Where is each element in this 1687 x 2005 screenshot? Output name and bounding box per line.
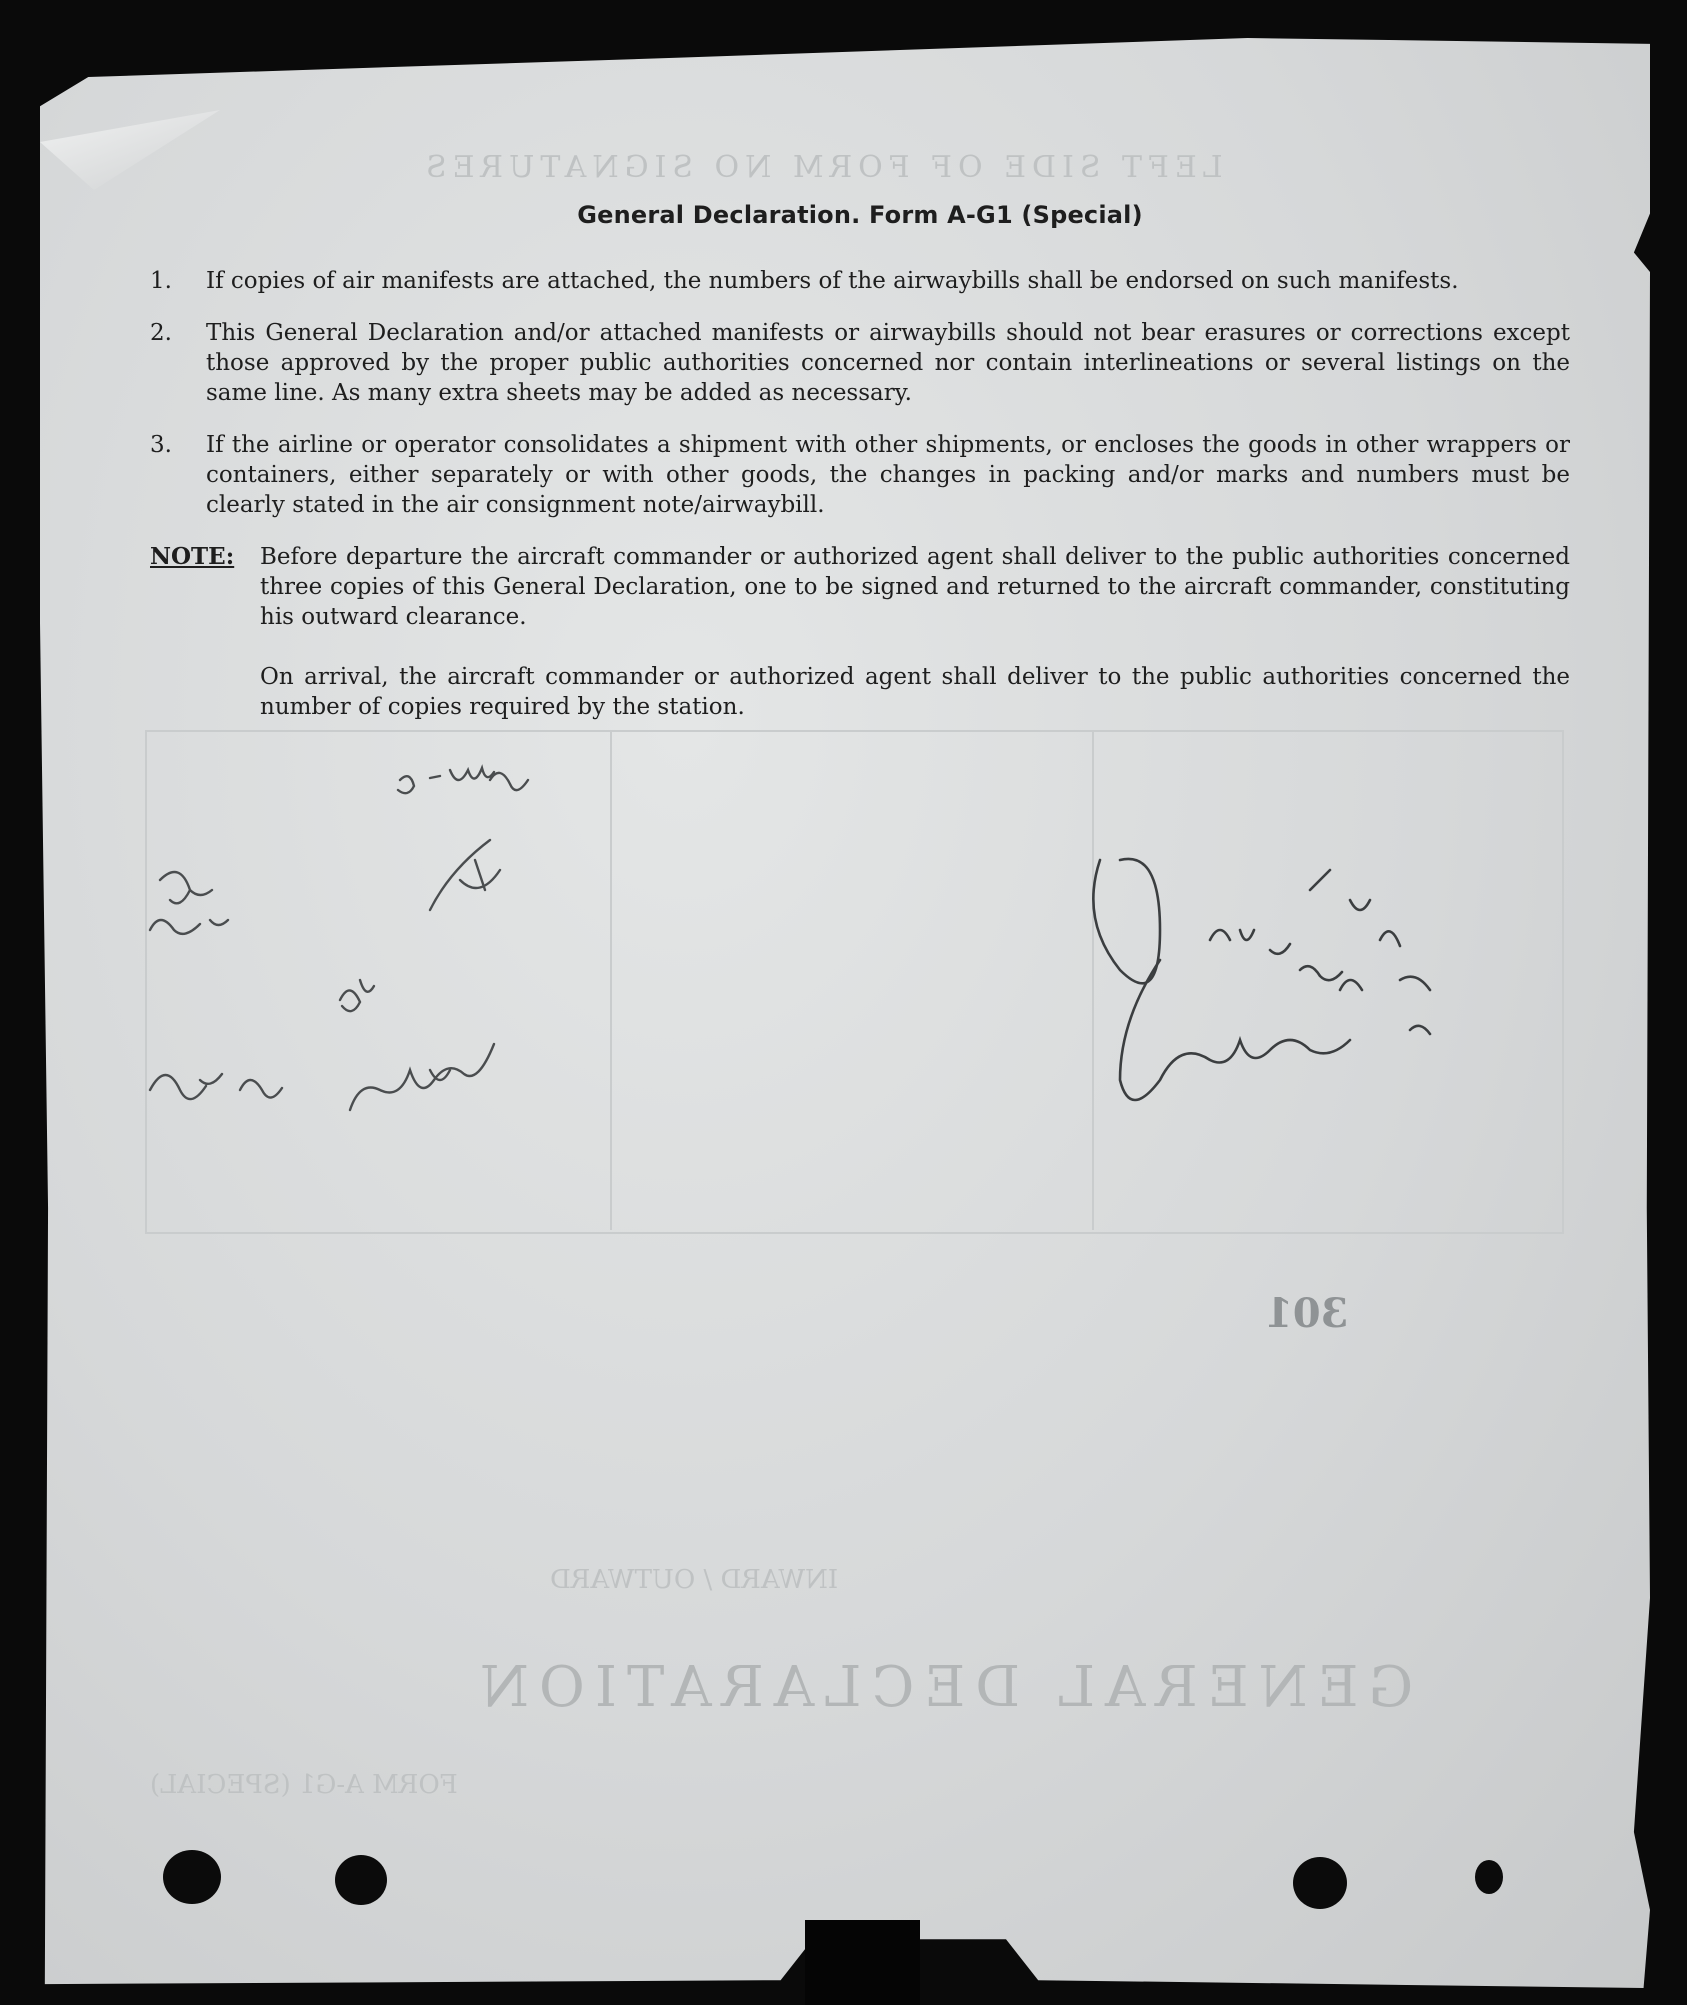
punch-hole	[163, 1850, 221, 1904]
bleed-through-heading: LEFT SIDE OF FORM NO SIGNATURES	[420, 150, 1223, 185]
handwritten-signature-right	[1080, 830, 1500, 1130]
instruction-item	[150, 430, 1570, 520]
item-number: 2.	[150, 320, 172, 346]
page-title: General Declaration. Form A-G1 (Special)	[577, 201, 1143, 229]
bleed-through-form-label: FORM A-G1 (SPECIAL)	[150, 1770, 458, 1800]
declaration-instructions	[150, 200, 1570, 752]
bleed-through-column	[610, 730, 1094, 1230]
handwritten-signature-left	[130, 760, 580, 1160]
bleed-through-number: 301	[1265, 1290, 1349, 1337]
item-text: This General Declaration and/or attached manifests or airwaybills should not bear erasures or corrections except those approved by the proper public authorities concerned nor contain interlineations or several listings on the same line. As many extra sheets may be added as necessary.	[206, 320, 1570, 406]
item-number: 1.	[150, 268, 172, 294]
punch-hole	[1293, 1857, 1347, 1909]
punch-hole	[335, 1855, 387, 1905]
note-block	[150, 542, 1570, 752]
item-text: If the airline or operator consolidates a shipment with other shipments, or encloses the goods in other wrappers or containers, either separately or with other goods, the changes in packing and/or marks and numbers must be clearly stated in the air consignment note/airwaybill.	[206, 432, 1570, 518]
instruction-item	[150, 318, 1570, 408]
bleed-through-heading-large: GENERAL DECLARATION	[470, 1655, 1414, 1720]
punch-hole	[1475, 1860, 1503, 1894]
item-text: If copies of air manifests are attached, the numbers of the airwaybills shall be endorsed on such manifests.	[206, 268, 1459, 294]
paper-notch	[805, 1920, 920, 2005]
note-body	[260, 542, 1570, 752]
instruction-item	[150, 266, 1570, 296]
item-number: 3.	[150, 432, 172, 458]
note-paragraph: On arrival, the aircraft commander or authorized agent shall deliver to the public authorities concerned the number of copies required by the station.	[260, 664, 1570, 720]
note-label: NOTE:	[150, 543, 235, 570]
bleed-through-line: INWARD / OUTWARD	[550, 1565, 839, 1595]
note-paragraph: Before departure the aircraft commander or authorized agent shall deliver to the public authorities concerned three copies of this General Declaration, one to be signed and returned to the aircraft commander, constituting his outward clearance.	[260, 544, 1570, 630]
